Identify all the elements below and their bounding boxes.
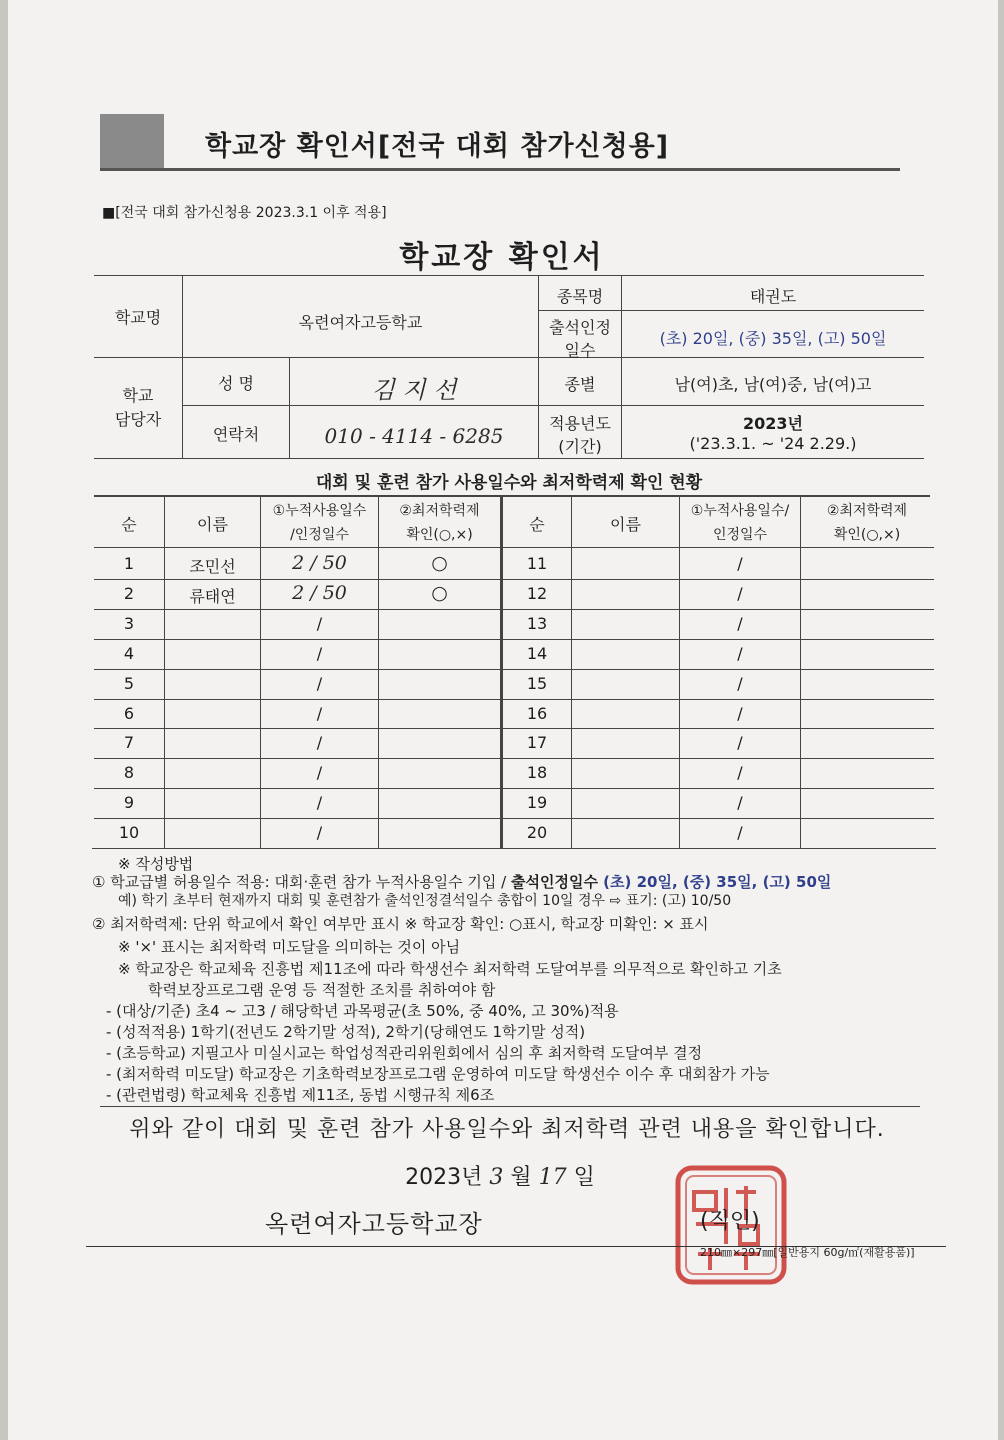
col-days-left-1: ①누적사용일수 [272, 503, 367, 519]
date-month-unit: 월 [510, 1165, 532, 1190]
cell-no: 13 [526, 614, 548, 633]
cell-days: / [316, 614, 323, 633]
cell-no: 5 [123, 674, 135, 693]
cell-no: 8 [123, 763, 135, 782]
col-days-left-2: /인정일수 [290, 527, 349, 543]
cell-no: 14 [526, 644, 548, 663]
contact-value-handwritten: 010 - 4114 - 6285 [324, 424, 504, 448]
col-min-right-1: ②최저학력제 [826, 503, 908, 519]
note-10: - (관련법령) 학교체육 진흥법 제11조, 동법 시행규칙 제6조 [106, 1086, 495, 1104]
row-divider [94, 609, 934, 610]
attendance-value: (초) 20일, (중) 35일, (고) 50일 [659, 329, 887, 348]
cell-days: / [737, 823, 743, 842]
attendance-label-2: 일수 [564, 341, 596, 360]
date-day-unit: 일 [573, 1165, 595, 1190]
cell-days: / [737, 614, 743, 633]
note-7: - (성적적용) 1학기(전년도 2학기말 성적), 2학기(당해연도 1학기말 성적) [106, 1023, 586, 1041]
row-divider [94, 758, 934, 759]
col-no-right: 순 [529, 515, 545, 534]
cell-no: 4 [123, 644, 135, 663]
cell-days: / [316, 733, 323, 752]
cell-no: 7 [123, 733, 135, 752]
year-label-2: (기간) [558, 437, 602, 456]
note-8: - (초등학교) 지필고사 미실시교는 학업성적관리위원회에서 심의 후 최저학력 도달여부 결정 [106, 1044, 703, 1062]
paper-spec: 210㎜×297㎜[일반용지 60g/㎡(재활용품)] [700, 1246, 915, 1259]
cell-no: 17 [526, 733, 548, 752]
cell-no: 11 [526, 554, 548, 573]
cell-days: / [737, 584, 743, 603]
seal-label: (직인) [700, 1209, 760, 1234]
header-underline [100, 168, 900, 171]
year-label-1: 적용년도 [549, 414, 611, 433]
cell-days: / [316, 763, 323, 782]
contact-label: 연락처 [212, 425, 260, 444]
form-title: 학교장 확인서 [399, 240, 605, 275]
cell-no: 18 [526, 763, 548, 782]
row-divider [94, 639, 934, 640]
attendance-label-1: 출석인정 [549, 318, 611, 337]
date-year: 2023년 [405, 1165, 483, 1190]
cell-no: 9 [123, 793, 135, 812]
cell-min: ○ [431, 552, 448, 574]
period-value: ('23.3.1. ~ '24 2.29.) [689, 434, 857, 453]
row-divider [94, 669, 934, 670]
year-value: 2023년 [743, 414, 803, 433]
cell-no: 6 [123, 704, 135, 723]
cell-days: / [316, 704, 323, 723]
cell-days: / [737, 763, 743, 782]
cell-days: / [737, 733, 743, 752]
cell-no: 2 [123, 584, 135, 603]
cell-days: / [737, 793, 743, 812]
cell-days: / [316, 644, 323, 663]
cell-min: ○ [431, 582, 448, 604]
event-value: 태권도 [749, 287, 797, 306]
col-min-right-2: 확인(○,×) [833, 527, 901, 543]
gender-value: 남(여)초, 남(여)중, 남(여)고 [674, 375, 872, 394]
cell-days: / [316, 823, 323, 842]
row-divider [94, 788, 934, 789]
col-name-right: 이름 [610, 515, 641, 534]
cell-no: 20 [526, 823, 548, 842]
cell-days: / [737, 554, 743, 573]
header-gray-block [100, 114, 164, 168]
cell-days: 2 / 50 [292, 582, 347, 604]
staff-name-handwritten: 김 지 선 [371, 376, 457, 404]
cell-no: 15 [526, 674, 548, 693]
cell-no: 3 [123, 614, 135, 633]
row-divider [94, 728, 934, 729]
note-1-c: (초) 20일, (중) 35일, (고) 50일 [597, 873, 832, 891]
confirm-text: 위와 같이 대회 및 훈련 참가 사용일수와 최저학력 관련 내용을 확인합니다. [129, 1117, 885, 1142]
cell-name: 류태연 [189, 587, 236, 606]
school-name: 옥련여자고등학교 [298, 313, 423, 332]
note-5: 학력보장프로그램 운영 등 적절한 조치를 취하여야 함 [148, 981, 496, 999]
cell-no: 16 [526, 704, 548, 723]
cell-days: 2 / 50 [292, 552, 347, 574]
cell-days: / [737, 674, 743, 693]
row-divider [94, 818, 934, 819]
date-month-handwritten: 3 [489, 1165, 504, 1190]
cell-no: 12 [526, 584, 548, 603]
note-2: ② 최저학력제: 단위 학교에서 확인 여부만 표시 ※ 학교장 확인: ○표시, 학교장 미확인: × 표시 [92, 915, 709, 933]
cell-days: / [737, 644, 743, 663]
col-no-left: 순 [121, 515, 137, 534]
row-divider [94, 579, 934, 580]
note-3: ※ '×' 표시는 최저학력 미도달을 의미하는 것이 아님 [118, 938, 461, 956]
header-title: 학교장 확인서[전국 대회 참가신청용] [205, 131, 670, 162]
gender-label: 종별 [564, 375, 596, 394]
status-title: 대회 및 훈련 참가 사용일수와 최저학력제 확인 현황 [315, 473, 703, 493]
note-9: - (최저학력 미도달) 학교장은 기초학력보장프로그램 운영하여 미도달 학생선수 이수 후 대회참가 가능 [106, 1065, 770, 1083]
col-name-left: 이름 [197, 515, 228, 534]
staff-label-2: 담당자 [114, 410, 162, 429]
note-1 [92, 872, 831, 893]
name-label: 성 명 [218, 374, 254, 393]
cell-no: 1 [123, 554, 135, 573]
notes-heading: ※ 작성방법 [118, 855, 194, 873]
cell-no: 19 [526, 793, 548, 812]
cell-no: 10 [118, 823, 140, 842]
signer-name: 옥련여자고등학교장 [265, 1210, 483, 1238]
col-days-right-1: ①누적사용일수/ [690, 503, 790, 519]
event-label: 종목명 [556, 287, 604, 306]
col-min-left-1: ②최저학력제 [399, 503, 480, 519]
subheader-note: ■[전국 대회 참가신청용 2023.3.1 이후 적용] [102, 205, 387, 221]
staff-label-1: 학교 [122, 386, 154, 405]
date-day-handwritten: 17 [538, 1165, 567, 1190]
cell-days: / [737, 704, 743, 723]
note-6: - (대상/기준) 초4 ~ 고3 / 해당학년 과목평균(초 50%, 중 40%, 고 30%)적용 [106, 1002, 619, 1020]
note-4: ※ 학교장은 학교체육 진흥법 제11조에 따라 학생선수 최저학력 도달여부를 의무적으로 확인하고 기초 [118, 960, 782, 978]
confirm-date [0, 1160, 1000, 1191]
col-min-left-2: 확인(○,×) [406, 527, 473, 543]
notes-divider [100, 1106, 920, 1107]
row-divider [94, 699, 934, 700]
school-label: 학교명 [114, 308, 162, 327]
col-days-right-2: 인정일수 [712, 527, 768, 543]
note-1-b: 출석인정일수 [511, 873, 598, 891]
cell-days: / [316, 793, 323, 812]
cell-days: / [316, 674, 323, 693]
cell-name: 조민선 [189, 557, 236, 576]
note-1-a: ① 학교급별 허용일수 적용: 대회·훈련 참가 누적사용일수 기입 / [92, 873, 511, 891]
note-1-example: 예) 학기 초부터 현재까지 대회 및 훈련참가 출석인정결석일수 총합이 10일 경우 ⇨ 표기: (고) 10/50 [118, 893, 732, 909]
